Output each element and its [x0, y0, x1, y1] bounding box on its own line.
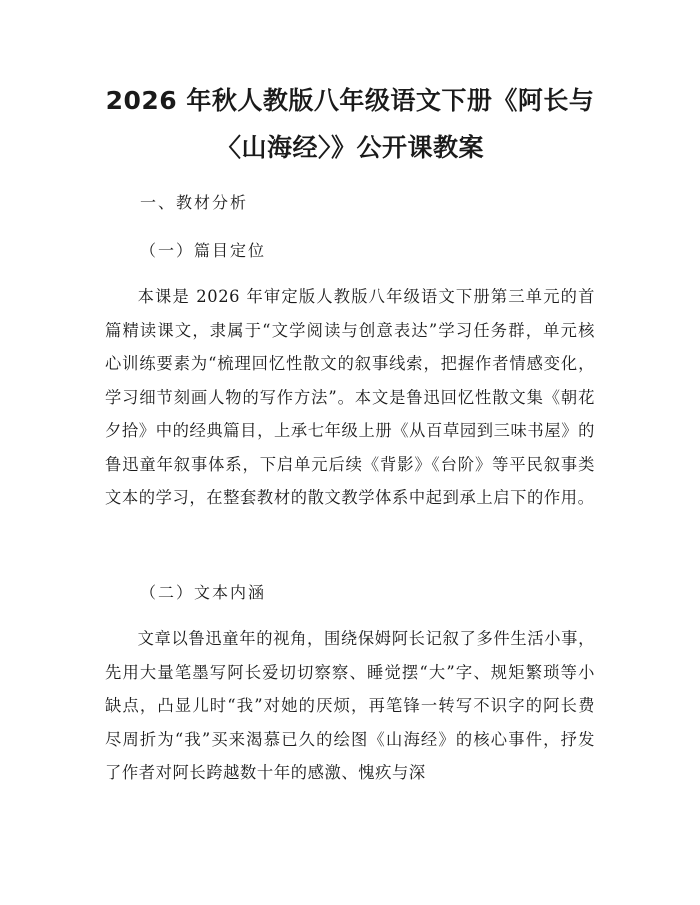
subsection-heading-text-meaning: （二）文本内涵 [140, 583, 267, 602]
document-title-line-2: 〈山海经〉》公开课教案 [215, 133, 484, 162]
section-heading-textbook-analysis: 一、教材分析 [140, 193, 249, 212]
paragraph-positioning: 本课是 2026 年审定版人教版八年级语文下册第三单元的首篇精读课文，隶属于“文学阅读与创意表达”学习任务群，单元核心训练要素为“梳理回忆性散文的叙事线索，把握作者情感变化，学习细节刻画人物的写作方法”。本文是鲁迅回忆性散文集《朝花夕拾》中的经典篇目，上承七年级上册《从百草园到三味书屋》的鲁迅童年叙事体系，下启单元后续《背影》《台阶》等平民叙事类文本的学习，在整套教材的散文教学体系中起到承上启下的作用。 [105, 287, 595, 507]
subsection-heading-positioning: （一）篇目定位 [140, 241, 267, 260]
paragraph-text-meaning: 文章以鲁迅童年的视角，围绕保姆阿长记叙了多件生活小事，先用大量笔墨写阿长爱切切察察、睡觉摆“大”字、规矩繁琐等小缺点，凸显儿时“我”对她的厌烦，再笔锋一转写不识字的阿长费尽周折为“我”买来渴慕已久的绘图《山海经》的核心事件，抒发了作者对阿长跨越数十年的感激、愧疚与深 [105, 629, 595, 782]
document-title-line-1: 2026 年秋人教版八年级语文下册《阿长与 [105, 86, 595, 115]
